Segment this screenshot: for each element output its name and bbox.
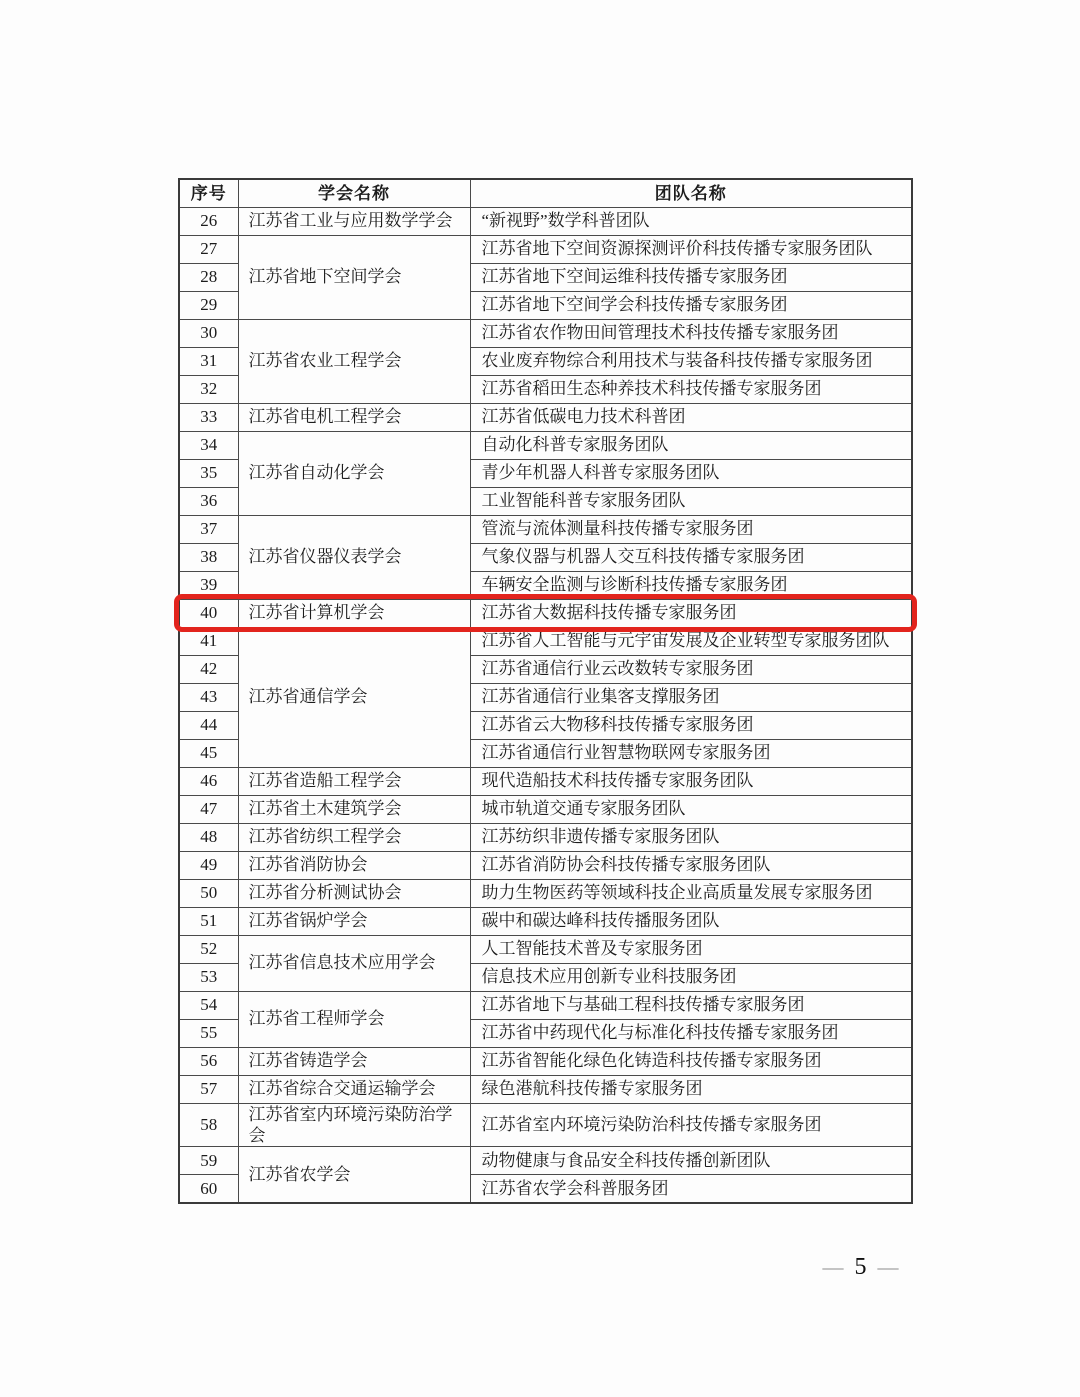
table-row bbox=[179, 207, 912, 235]
society-name-cell: 江苏省通信学会 bbox=[238, 627, 470, 767]
team-name-cell: 自动化科普专家服务团队 bbox=[470, 431, 912, 459]
row-number-cell: 29 bbox=[179, 291, 238, 319]
row-number-cell: 47 bbox=[179, 795, 238, 823]
table-row bbox=[179, 767, 912, 795]
table-row bbox=[179, 851, 912, 879]
team-name-cell: 信息技术应用创新专业科技服务团 bbox=[470, 963, 912, 991]
society-name-cell: 江苏省分析测试协会 bbox=[238, 879, 470, 907]
table-row bbox=[179, 403, 912, 431]
team-name-cell: 江苏省低碳电力技术科普团 bbox=[470, 403, 912, 431]
team-name-cell: 动物健康与食品安全科技传播创新团队 bbox=[470, 1147, 912, 1175]
row-number-cell: 52 bbox=[179, 935, 238, 963]
team-name-cell: 现代造船技术科技传播专家服务团队 bbox=[470, 767, 912, 795]
society-name-cell: 江苏省锅炉学会 bbox=[238, 907, 470, 935]
team-name-cell: 车辆安全监测与诊断科技传播专家服务团 bbox=[470, 571, 912, 599]
society-name-cell: 江苏省计算机学会 bbox=[238, 599, 470, 627]
row-number-cell: 34 bbox=[179, 431, 238, 459]
footer-dash-right: — bbox=[877, 1255, 899, 1279]
team-name-cell: 江苏省农学会科普服务团 bbox=[470, 1175, 912, 1203]
row-number-cell: 49 bbox=[179, 851, 238, 879]
society-name-cell: 江苏省综合交通运输学会 bbox=[238, 1075, 470, 1103]
team-name-cell: 江苏省农作物田间管理技术科技传播专家服务团 bbox=[470, 319, 912, 347]
society-name-cell: 江苏省消防协会 bbox=[238, 851, 470, 879]
row-number-cell: 51 bbox=[179, 907, 238, 935]
society-name-cell: 江苏省农业工程学会 bbox=[238, 319, 470, 403]
row-number-cell: 60 bbox=[179, 1175, 238, 1203]
team-name-cell: 江苏省地下与基础工程科技传播专家服务团 bbox=[470, 991, 912, 1019]
table-row bbox=[179, 1103, 912, 1147]
page-footer bbox=[793, 1254, 928, 1281]
table-row bbox=[179, 935, 912, 963]
team-name-cell: 青少年机器人科普专家服务团队 bbox=[470, 459, 912, 487]
row-number-cell: 55 bbox=[179, 1019, 238, 1047]
team-name-cell: 江苏省云大物移科技传播专家服务团 bbox=[470, 711, 912, 739]
society-name-cell: 江苏省自动化学会 bbox=[238, 431, 470, 515]
team-name-cell: 管流与流体测量科技传播专家服务团 bbox=[470, 515, 912, 543]
footer-page-number: 5 bbox=[854, 1254, 867, 1280]
team-name-cell: 江苏省通信行业智慧物联网专家服务团 bbox=[470, 739, 912, 767]
row-number-cell: 32 bbox=[179, 375, 238, 403]
row-number-cell: 37 bbox=[179, 515, 238, 543]
table-row bbox=[179, 823, 912, 851]
footer-dash-left: — bbox=[822, 1255, 844, 1279]
header-cell-society-name: 学会名称 bbox=[238, 179, 470, 207]
header-cell-team-name: 团队名称 bbox=[470, 179, 912, 207]
row-number-cell: 35 bbox=[179, 459, 238, 487]
row-number-cell: 42 bbox=[179, 655, 238, 683]
row-number-cell: 54 bbox=[179, 991, 238, 1019]
row-number-cell: 40 bbox=[179, 599, 238, 627]
team-name-cell: 江苏省通信行业集客支撑服务团 bbox=[470, 683, 912, 711]
team-name-cell: 江苏省智能化绿色化铸造科技传播专家服务团 bbox=[470, 1047, 912, 1075]
team-name-cell: 江苏纺织非遗传播专家服务团队 bbox=[470, 823, 912, 851]
team-name-cell: 江苏省室内环境污染防治科技传播专家服务团 bbox=[470, 1103, 912, 1147]
row-number-cell: 38 bbox=[179, 543, 238, 571]
row-number-cell: 26 bbox=[179, 207, 238, 235]
society-table-body bbox=[179, 207, 912, 1203]
team-name-cell: 人工智能技术普及专家服务团 bbox=[470, 935, 912, 963]
society-name-cell: 江苏省土木建筑学会 bbox=[238, 795, 470, 823]
society-name-cell: 江苏省信息技术应用学会 bbox=[238, 935, 470, 991]
team-name-cell: 江苏省地下空间运维科技传播专家服务团 bbox=[470, 263, 912, 291]
team-name-cell: 工业智能科普专家服务团队 bbox=[470, 487, 912, 515]
row-number-cell: 28 bbox=[179, 263, 238, 291]
table-row bbox=[179, 235, 912, 263]
table-row bbox=[179, 515, 912, 543]
row-number-cell: 41 bbox=[179, 627, 238, 655]
team-name-cell: 江苏省稻田生态种养技术科技传播专家服务团 bbox=[470, 375, 912, 403]
team-name-cell: 碳中和碳达峰科技传播服务团队 bbox=[470, 907, 912, 935]
team-name-cell: 农业废弃物综合利用技术与装备科技传播专家服务团 bbox=[470, 347, 912, 375]
table-row bbox=[179, 991, 912, 1019]
table-row bbox=[179, 431, 912, 459]
society-name-cell: 江苏省铸造学会 bbox=[238, 1047, 470, 1075]
row-number-cell: 46 bbox=[179, 767, 238, 795]
table-row bbox=[179, 319, 912, 347]
team-name-cell: 江苏省人工智能与元宇宙发展及企业转型专家服务团队 bbox=[470, 627, 912, 655]
team-name-cell: 江苏省大数据科技传播专家服务团 bbox=[470, 599, 912, 627]
table-row bbox=[179, 795, 912, 823]
row-number-cell: 59 bbox=[179, 1147, 238, 1175]
table-row bbox=[179, 1075, 912, 1103]
team-name-cell: “新视野”数学科普团队 bbox=[470, 207, 912, 235]
team-name-cell: 城市轨道交通专家服务团队 bbox=[470, 795, 912, 823]
row-number-cell: 57 bbox=[179, 1075, 238, 1103]
table-header-row bbox=[179, 179, 912, 207]
society-name-cell: 江苏省纺织工程学会 bbox=[238, 823, 470, 851]
row-number-cell: 58 bbox=[179, 1103, 238, 1147]
header-cell-index: 序号 bbox=[179, 179, 238, 207]
row-number-cell: 27 bbox=[179, 235, 238, 263]
society-name-cell: 江苏省室内环境污染防治学会 bbox=[238, 1103, 470, 1147]
society-name-cell: 江苏省地下空间学会 bbox=[238, 235, 470, 319]
row-number-cell: 30 bbox=[179, 319, 238, 347]
team-name-cell: 江苏省地下空间学会科技传播专家服务团 bbox=[470, 291, 912, 319]
table-row bbox=[179, 907, 912, 935]
team-name-cell: 气象仪器与机器人交互科技传播专家服务团 bbox=[470, 543, 912, 571]
team-name-cell: 助力生物医药等领域科技企业高质量发展专家服务团 bbox=[470, 879, 912, 907]
society-name-cell: 江苏省电机工程学会 bbox=[238, 403, 470, 431]
row-number-cell: 50 bbox=[179, 879, 238, 907]
row-number-cell: 45 bbox=[179, 739, 238, 767]
row-number-cell: 39 bbox=[179, 571, 238, 599]
row-number-cell: 33 bbox=[179, 403, 238, 431]
team-name-cell: 江苏省地下空间资源探测评价科技传播专家服务团队 bbox=[470, 235, 912, 263]
row-number-cell: 56 bbox=[179, 1047, 238, 1075]
society-name-cell: 江苏省造船工程学会 bbox=[238, 767, 470, 795]
row-number-cell: 31 bbox=[179, 347, 238, 375]
row-number-cell: 36 bbox=[179, 487, 238, 515]
row-number-cell: 48 bbox=[179, 823, 238, 851]
society-team-table bbox=[178, 178, 913, 1204]
society-name-cell: 江苏省工程师学会 bbox=[238, 991, 470, 1047]
row-number-cell: 53 bbox=[179, 963, 238, 991]
table-row bbox=[179, 599, 912, 627]
society-name-cell: 江苏省农学会 bbox=[238, 1147, 470, 1203]
team-name-cell: 绿色港航科技传播专家服务团 bbox=[470, 1075, 912, 1103]
table-row bbox=[179, 1147, 912, 1175]
society-name-cell: 江苏省工业与应用数学学会 bbox=[238, 207, 470, 235]
team-name-cell: 江苏省通信行业云改数转专家服务团 bbox=[470, 655, 912, 683]
row-number-cell: 43 bbox=[179, 683, 238, 711]
society-name-cell: 江苏省仪器仪表学会 bbox=[238, 515, 470, 599]
row-number-cell: 44 bbox=[179, 711, 238, 739]
table-row bbox=[179, 879, 912, 907]
team-name-cell: 江苏省消防协会科技传播专家服务团队 bbox=[470, 851, 912, 879]
table-row bbox=[179, 1047, 912, 1075]
team-name-cell: 江苏省中药现代化与标准化科技传播专家服务团 bbox=[470, 1019, 912, 1047]
table-row bbox=[179, 627, 912, 655]
